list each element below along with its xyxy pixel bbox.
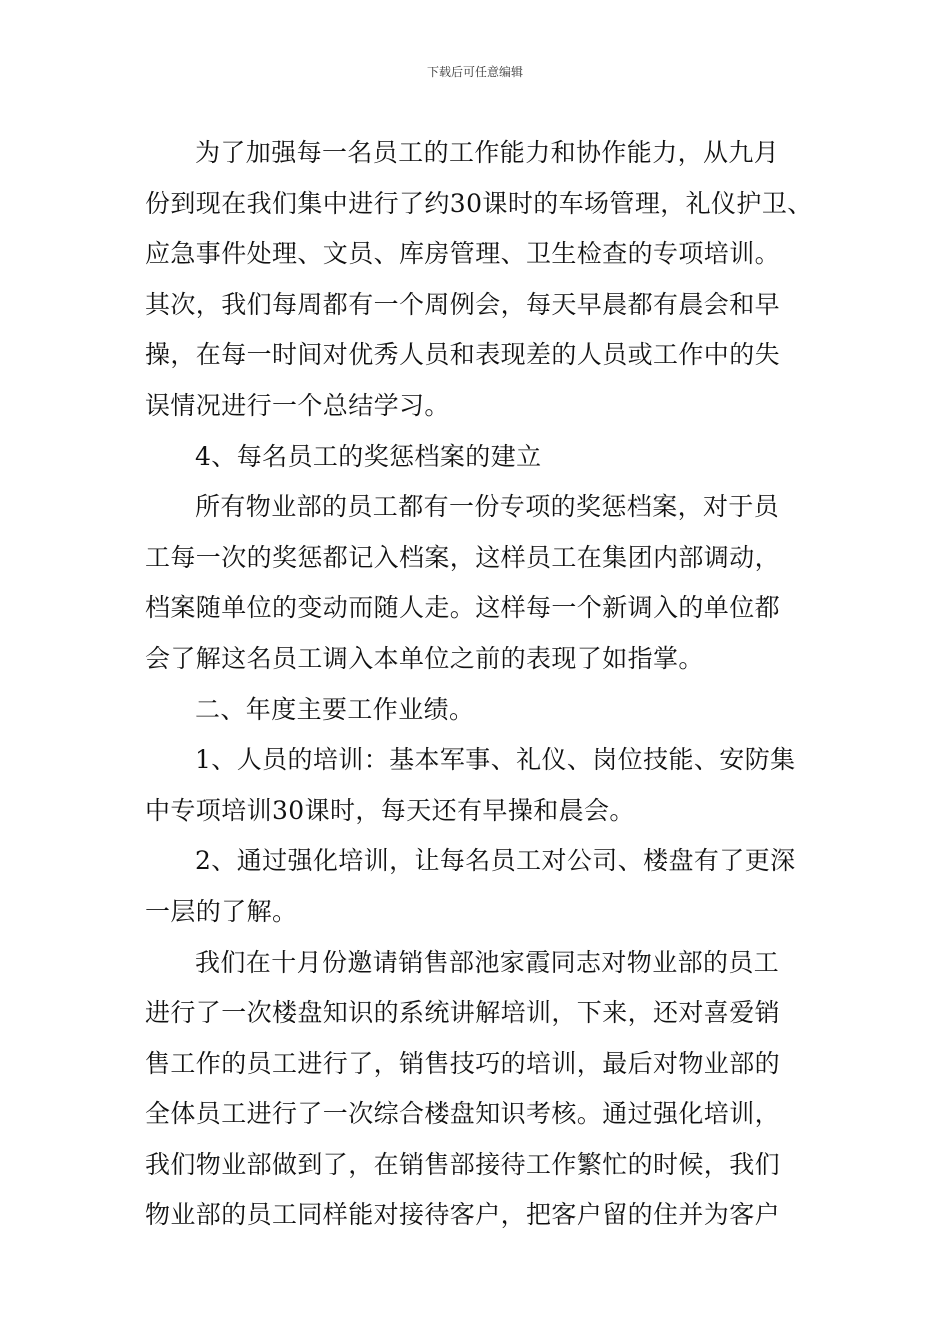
paragraph-line: 档案随单位的变动而随人走。这样每一个新调入的单位都 (145, 593, 781, 623)
paragraph-line: 物业部的员工同样能对接待客户，把客户留的住并为客户 (145, 1200, 781, 1230)
paragraph-line: 中专项培训30课时，每天还有早操和晨会。 (145, 795, 635, 825)
paragraph-line: 份到现在我们集中进行了约30课时的车场管理，礼仪护卫、 (145, 188, 813, 218)
paragraph-line: 我们物业部做到了，在销售部接待工作繁忙的时候，我们 (145, 1149, 781, 1179)
document-body (145, 128, 815, 1241)
section-heading: 二、年度主要工作业绩。 (195, 694, 475, 724)
paragraph-line: 应急事件处理、文员、库房管理、卫生检查的专项培训。 (145, 239, 781, 269)
paragraph-line: 一层的了解。 (145, 896, 298, 926)
paragraph-line: 误情况进行一个总结学习。 (145, 390, 450, 420)
page-header: 下载后可任意编辑 (426, 65, 523, 79)
paragraph-line: 其次，我们每周都有一个周例会，每天早晨都有晨会和早 (145, 289, 781, 319)
paragraph-line: 售工作的员工进行了，销售技巧的培训，最后对物业部的 (145, 1048, 781, 1078)
paragraph-line: 所有物业部的员工都有一份专项的奖惩档案，对于员 (195, 492, 780, 522)
paragraph-line: 为了加强每一名员工的工作能力和协作能力，从九月 (195, 138, 780, 167)
paragraph-line: 1、人员的培训：基本军事、礼仪、岗位技能、安防集 (195, 745, 796, 775)
paragraph-line: 全体员工进行了一次综合楼盘知识考核。通过强化培训， (145, 1099, 781, 1129)
paragraph-line: 2、通过强化培训，让每名员工对公司、楼盘有了更深 (195, 846, 796, 876)
paragraph-line: 会了解这名员工调入本单位之前的表现了如指掌。 (145, 643, 704, 673)
section-heading: 4、每名员工的奖惩档案的建立 (195, 441, 542, 471)
paragraph-line: 工每一次的奖惩都记入档案，这样员工在集团内部调动， (145, 542, 781, 572)
paragraph-line: 操，在每一时间对优秀人员和表现差的人员或工作中的失 (145, 340, 781, 370)
paragraph-line: 我们在十月份邀请销售部池家霞同志对物业部的员工 (195, 947, 780, 977)
paragraph-line: 进行了一次楼盘知识的系统讲解培训，下来，还对喜爱销 (145, 998, 781, 1028)
